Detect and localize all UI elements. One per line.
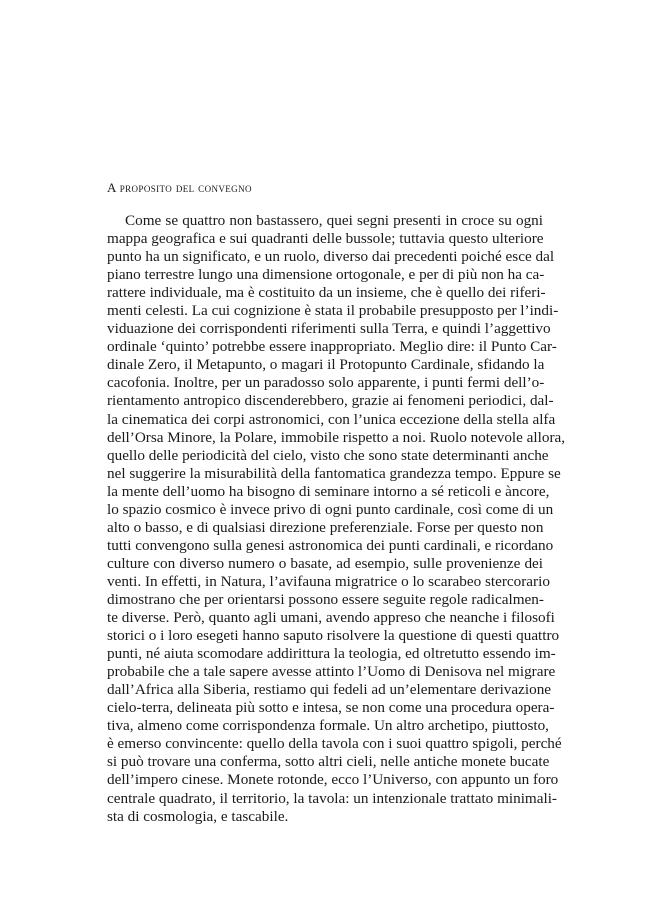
text-line: tutti convengono sulla genesi astronomica dei punti cardinali, e ricordano	[107, 536, 554, 554]
text-line: sta di cosmologia, e tascabile.	[107, 807, 289, 825]
text-line: lo spazio cosmico è invece privo di ogni punto cardinale, così come di un	[107, 500, 554, 518]
text-line: ordinale ‘quinto’ potrebbe essere inappropriato. Meglio dire: il Punto Car-	[107, 338, 557, 356]
text-line: punti, né aiuta scomodare addirittura la teologia, ed oltretutto essendo im-	[107, 645, 556, 663]
text-line: dinale Zero, il Metapunto, o magari il Protopunto Cardinale, sfidando la	[107, 356, 545, 374]
text-line: piano terrestre lungo una dimensione ortogonale, e per di più non ha ca-	[107, 266, 545, 284]
text-line: si può trovare una conferma, sotto altri cieli, nelle antiche monete bucate	[107, 753, 550, 771]
body-paragraph	[107, 212, 566, 826]
text-line: Come se quattro non bastassero, quei segni presenti in croce su ogni	[125, 212, 543, 229]
text-line: mappa geografica e sui quadranti delle bussole; tuttavia questo ulteriore	[107, 230, 544, 248]
text-line: dell’Orsa Minore, la Polare, immobile rispetto a noi. Ruolo notevole allora,	[107, 428, 566, 446]
text-line: la mente dell’uomo ha bisogno di seminare intorno a sé reticoli e àncore,	[107, 482, 550, 500]
text-line: rattere individuale, ma è costituito da un insieme, che è quello dei riferi-	[107, 284, 546, 302]
text-line: probabile che a tale sapere avesse attinto l’Uomo di Denisova nel migrare	[107, 663, 556, 681]
text-line: punto ha un significato, e un ruolo, diverso dai precedenti poiché esce dal	[107, 248, 555, 266]
text-line: dall’Africa alla Siberia, restiamo qui fedeli ad un’elementare derivazione	[107, 681, 552, 699]
text-line: quello delle periodicità del cielo, visto che sono state determinanti anche	[107, 446, 549, 464]
text-line: culture con diverso numero o basate, ad esempio, sulle provenienze dei	[107, 554, 543, 572]
text-line: la cinematica dei corpi astronomici, con l’unica eccezione della stella alfa	[107, 410, 556, 428]
text-line: cacofonia. Inoltre, per un paradosso solo apparente, i punti fermi dell’o-	[107, 374, 545, 392]
text-line: dimostrano che per orientarsi possono essere seguite regole radicalmen-	[107, 590, 544, 608]
text-line: tiva, almeno come corrispondenza formale. Un altro archetipo, piuttosto,	[107, 717, 549, 735]
text-line: nel suggerire la misurabilità della fantomatica grandezza tempo. Eppure se	[107, 464, 561, 482]
text-line: viduazione dei corrispondenti riferimenti sulla Terra, e quindi l’aggettivo	[107, 320, 551, 338]
running-header: A proposito del convegno	[107, 180, 252, 195]
text-line: menti celesti. La cui cognizione è stata il probabile presupposto per l’indi-	[107, 302, 559, 320]
text-line: storici o i loro esegeti hanno saputo risolvere la questione di questi quattro	[107, 627, 560, 645]
text-line: dell’impero cinese. Monete rotonde, ecco l’Universo, con appunto un foro	[107, 771, 559, 789]
text-line: cielo-terra, delineata più sotto e intesa, se non come una procedura opera-	[107, 699, 555, 717]
text-line: rientamento antropico discenderebbero, grazie ai fenomeni periodici, dal-	[107, 392, 554, 410]
text-line: centrale quadrato, il territorio, la tavola: un intenzionale trattato minimali-	[107, 789, 557, 807]
text-line: è emerso convincente: quello della tavola con i suoi quattro spigoli, perché	[107, 735, 562, 753]
text-line: alto o basso, e di qualsiasi direzione preferenziale. Forse per questo non	[107, 518, 544, 536]
text-line: venti. In effetti, in Natura, l’avifauna migratrice o lo scarabeo stercorario	[107, 572, 550, 590]
text-line: te diverse. Però, quanto agli umani, avendo appreso che neanche i filosofi	[107, 609, 555, 627]
